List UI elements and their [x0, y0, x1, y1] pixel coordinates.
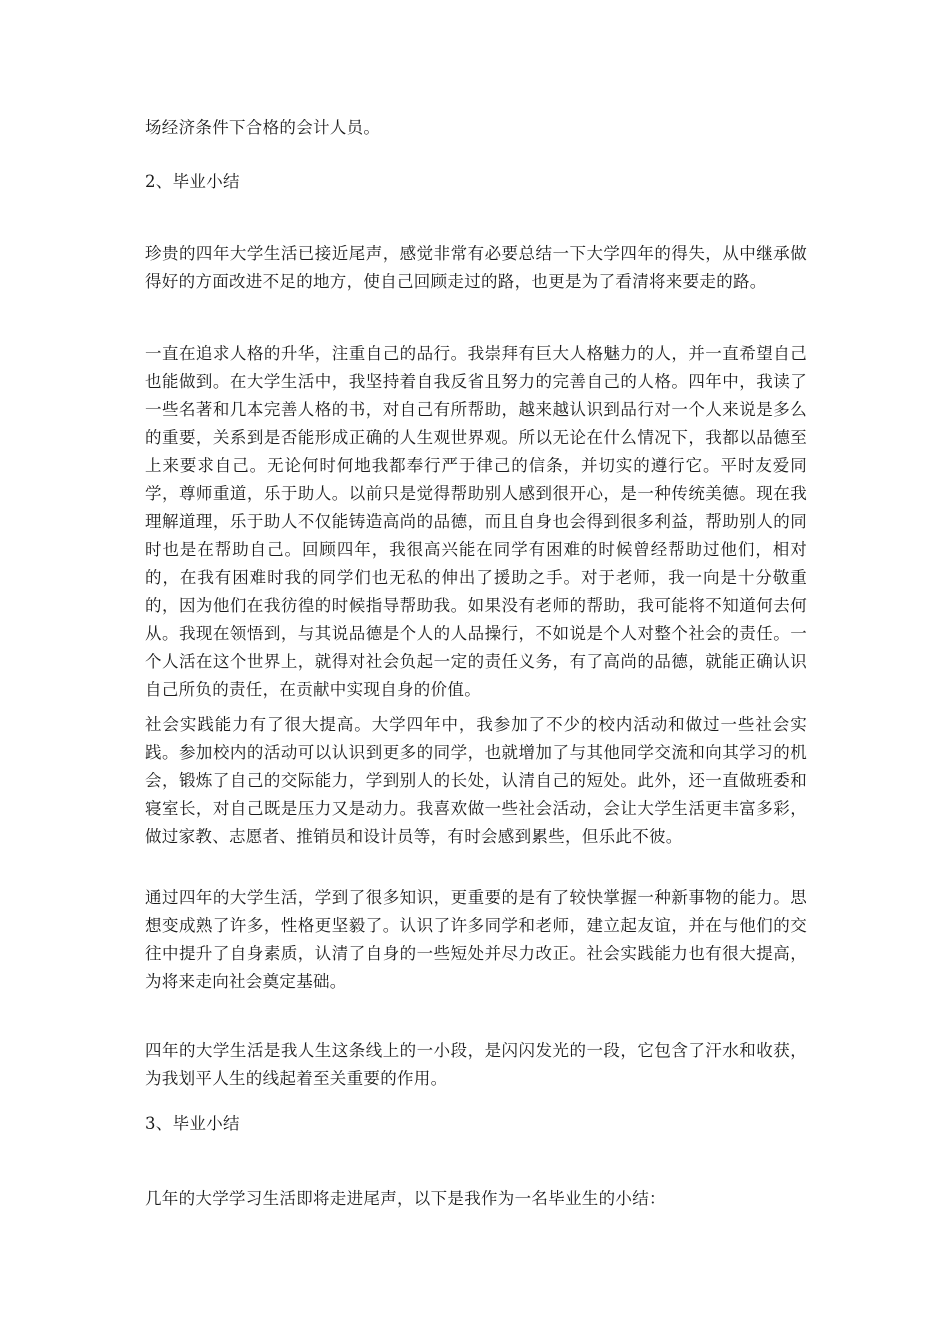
- paragraph-four-years: 通过四年的大学生活，学到了很多知识，更重要的是有了较快掌握一种新事物的能力。思想变成熟了许多，性格更坚毅了。认识了许多同学和老师，建立起友谊，并在与他们的交往中提升了自身素质，认清了自身的一些短处并尽力改正。社会实践能力也有很大提高，为将来走向社会奠定基础。: [145, 888, 807, 991]
- paragraph-closing: 几年的大学学习生活即将走进尾声，以下是我作为一名毕业生的小结：: [145, 1189, 666, 1208]
- paragraph-character: 一直在追求人格的升华，注重自己的品行。我崇拜有巨大人格魅力的人，并一直希望自己也能做到。在大学生活中，我坚持着自我反省且努力的完善自己的人格。四年中，我读了一些名著和几本完善人格的书，对自己有所帮助，越来越认识到品行对一个人来说是多么的重要，关系到是否能形成正确的人生观世界观。所以无论在什么情况下，我都以品德至上来要求自己。无论何时何地我都奉行严于律己的信条，并切实的遵行它。平时友爱同学，尊师重道，乐于助人。以前只是觉得帮助别人感到很开心，是一种传统美德。现在我理解道理，乐于助人不仅能铸造高尚的品德，而且自身也会得到很多利益，帮助别人的同时也是在帮助自己。回顾四年，我很高兴能在同学有困难的时候曾经帮助过他们，相对的，在我有困难时我的同学们也无私的伸出了援助之手。对于老师，我一向是十分敬重的，因为他们在我彷徨的时候指导帮助我。如果没有老师的帮助，我可能将不知道何去何从。我现在领悟到，与其说品德是个人的人品操行，不如说是个人对整个社会的责任。一个人活在这个世界上，就得对社会负起一定的责任义务，有了高尚的品德，就能正确认识自己所负的责任，在贡献中实现自身的价值。: [145, 344, 807, 699]
- paragraph-life-line: 四年的大学生活是我人生这条线上的一小段，是闪闪发光的一段，它包含了汗水和收获，为我划平人生的线起着至关重要的作用。: [145, 1041, 807, 1088]
- paragraph-social-practice: 社会实践能力有了很大提高。大学四年中，我参加了不少的校内活动和做过一些社会实践。参加校内的活动可以认识到更多的同学，也就增加了与其他同学交流和向其学习的机会，锻炼了自己的交际能力，学到别人的长处，认清自己的短处。此外，还一直做班委和寝室长，对自己既是压力又是动力。我喜欢做一些社会活动，会让大学生活更丰富多彩，做过家教、志愿者、推销员和设计员等，有时会感到累些，但乐此不彼。: [145, 715, 807, 846]
- intro-tail-line: 场经济条件下合格的会计人员。: [145, 118, 381, 137]
- section-heading-2: 2、毕业小结: [145, 172, 240, 191]
- paragraph-opening: 珍贵的四年大学生活已接近尾声，感觉非常有必要总结一下大学四年的得失，从中继承做得好的方面改进不足的地方，使自己回顾走过的路，也更是为了看清将来要走的路。: [145, 244, 807, 291]
- section-heading-3: 3、毕业小结: [145, 1114, 240, 1133]
